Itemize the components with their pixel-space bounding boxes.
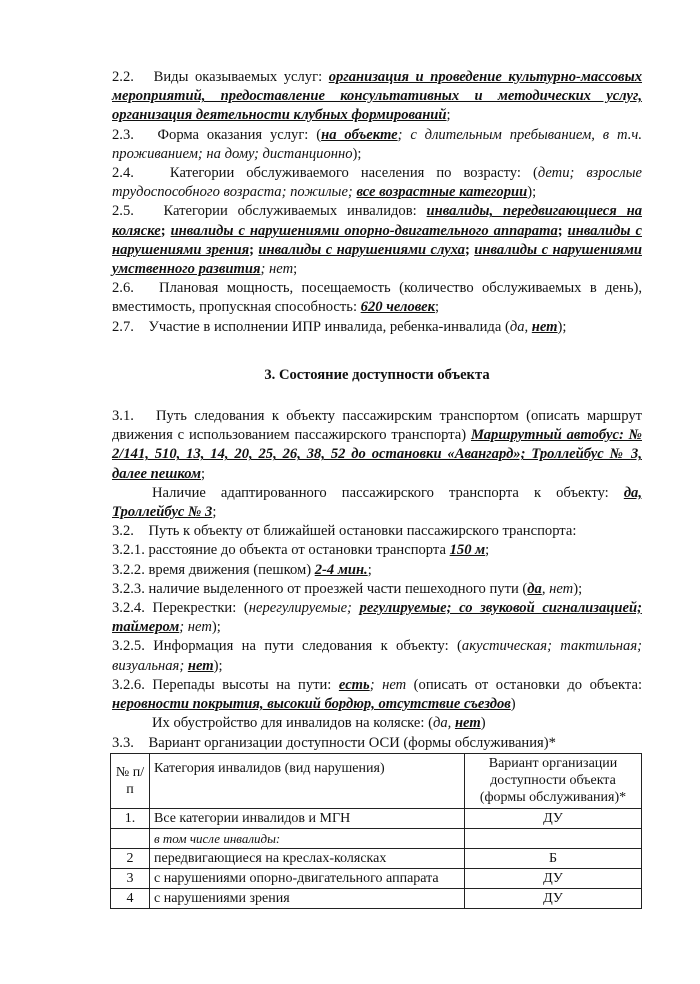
item-3-2 — [112, 522, 642, 541]
item-2-2 — [112, 68, 642, 126]
item-value: да, Троллейбус № 3 — [112, 484, 642, 521]
item-2-6 — [112, 279, 642, 317]
cell-number: 1. — [111, 808, 150, 828]
punct: ; — [160, 222, 166, 239]
item-2-4 — [112, 164, 642, 202]
cell-category: в том числе инвалиды: — [150, 828, 465, 848]
punct: ; — [367, 561, 372, 578]
item-3-2-1 — [112, 541, 642, 560]
punct: ; — [200, 465, 206, 482]
punct: ; — [434, 299, 440, 316]
cell-number — [111, 828, 150, 848]
item-label: (описать от остановки до объекта: — [406, 676, 643, 693]
cell-number: 4 — [111, 888, 150, 908]
item-text: Вариант организации доступности ОСИ (формы обслуживания)* — [148, 734, 556, 751]
item-3-2-6-wheelchair — [112, 714, 642, 733]
item-2-3 — [112, 126, 642, 164]
punct: , — [524, 318, 532, 335]
item-label: Перепады высоты на пути: — [152, 676, 339, 693]
item-3-2-3 — [112, 580, 642, 599]
item-label: Форма оказания услуг: ( — [157, 126, 322, 143]
other-options: нет — [265, 261, 294, 278]
punct: ; — [212, 504, 217, 521]
item-label: Плановая мощность, посещаемость (количество обслуживаемых в день), вместимость, пропускная способность: — [112, 280, 642, 316]
other-options: , нет — [541, 580, 574, 597]
selected-option: инвалиды с нарушениями слуха — [258, 241, 465, 258]
selected-option: регулируемые; со звуковой сигнализацией; таймером — [112, 600, 642, 636]
punct: ; — [464, 241, 470, 258]
selected-option: инвалиды, передвигающиеся на коляске — [112, 203, 642, 239]
item-3-2-2 — [112, 561, 642, 580]
item-value: 2-4 мин. — [314, 561, 368, 578]
item-3-1-transport — [112, 484, 642, 522]
punct: ); — [527, 184, 537, 201]
item-number: 3.1. — [112, 408, 134, 425]
table-row — [111, 808, 642, 828]
cell-number: 2 — [111, 848, 150, 868]
item-number: 3.3. — [112, 734, 134, 751]
item-number: 2.3. — [112, 126, 134, 143]
item-label: Перекрестки: ( — [152, 600, 249, 617]
item-3-1 — [112, 407, 642, 484]
other-options: акустическая; тактильная; визуальная; — [112, 638, 642, 674]
item-number: 3.2.4. — [112, 600, 145, 617]
selected-option: нет — [187, 657, 214, 674]
item-number: 3.2.5. — [112, 638, 145, 655]
option: да — [509, 318, 525, 335]
cell-number: 3 — [111, 868, 150, 888]
selected-option: инвалиды с нарушениями зрения — [112, 222, 642, 258]
option: да — [432, 715, 448, 732]
punct: ); — [211, 619, 221, 636]
header-cell-variant: Вариант организации доступности объекта (формы обслуживания)* — [465, 753, 642, 808]
item-3-2-4 — [112, 599, 642, 637]
item-number: 2.2. — [112, 69, 134, 85]
item-number: 2.7. — [112, 318, 134, 335]
item-label: время движения (пешком) — [148, 561, 315, 578]
cell-category: с нарушениями опорно-двигательного аппарата — [150, 868, 465, 888]
other-options: ; нет — [179, 619, 212, 636]
item-number: 2.5. — [112, 203, 134, 220]
item-2-7 — [112, 318, 642, 337]
item-label: Информация на пути следования к объекту: ( — [153, 638, 462, 655]
item-value: организация и проведение культурно-массовых мероприятий, предоставление консультативных и методических услуг, организация деятельности клубных формирований — [112, 69, 642, 124]
item-number: 3.2.2. — [112, 561, 145, 578]
selected-option: есть — [338, 676, 370, 693]
punct: ; — [260, 261, 266, 278]
item-text: Путь к объекту от ближайшей остановки пассажирского транспорта: — [148, 523, 577, 540]
item-label: Их обустройство для инвалидов на коляске: ( — [152, 715, 433, 732]
selected-option: да — [527, 580, 542, 597]
table-row — [111, 868, 642, 888]
cell-variant: ДУ — [465, 888, 642, 908]
table-row — [111, 888, 642, 908]
punct: ) — [510, 696, 516, 713]
table-header-row — [111, 753, 642, 808]
selected-option: все возрастные категории — [356, 184, 528, 201]
table-row — [111, 828, 642, 848]
selected-option: инвалиды с нарушениями опорно-двигательного аппарата — [170, 222, 558, 239]
selected-option: нет — [454, 715, 481, 732]
punct: ); — [557, 318, 567, 335]
item-number: 3.2. — [112, 523, 134, 540]
item-value: неровности покрытия, высокий бордюр, отсутствие съездов — [112, 696, 511, 713]
cell-variant: ДУ — [465, 808, 642, 828]
punct: ; — [293, 261, 298, 278]
header-cell-category: Категория инвалидов (вид нарушения) — [150, 753, 465, 808]
item-3-2-6 — [112, 676, 642, 714]
cell-variant: ДУ — [465, 868, 642, 888]
other-options: нерегулируемые; — [248, 600, 360, 617]
item-number: 3.2.3. — [112, 580, 145, 597]
item-label: Виды оказываемых услуг: — [153, 69, 329, 85]
selected-option: на объекте — [321, 126, 398, 143]
punct: ); — [573, 580, 583, 597]
other-options: ; с длительным пребыванием, в т.ч. проживанием; на дому; дистанционно — [112, 126, 642, 162]
punct: ); — [352, 145, 362, 162]
document-page — [112, 68, 642, 909]
punct: ; — [557, 222, 563, 239]
punct: , — [447, 715, 455, 732]
cell-category: Все категории инвалидов и МГН — [150, 808, 465, 828]
cell-category: с нарушениями зрения — [150, 888, 465, 908]
item-label: расстояние до объекта от остановки транспорта — [148, 542, 450, 559]
header-cell-number: № п/п — [111, 753, 150, 808]
other-options: ; нет — [369, 676, 407, 693]
table-row — [111, 848, 642, 868]
selected-option: инвалиды с нарушениями умственного развития — [112, 241, 642, 278]
accessibility-table — [110, 753, 642, 909]
punct: ); — [213, 657, 223, 674]
section-heading: 3. Состояние доступности объекта — [264, 366, 490, 383]
item-number: 3.2.1. — [112, 542, 145, 559]
cell-variant: Б — [465, 848, 642, 868]
selected-option: нет — [531, 318, 558, 335]
item-label: наличие выделенного от проезжей части пешеходного пути ( — [148, 580, 528, 597]
item-value: 150 м — [449, 542, 486, 559]
punct: ; — [485, 542, 490, 559]
item-number: 2.4. — [112, 165, 134, 182]
cell-variant — [465, 828, 642, 848]
item-label: Категории обслуживаемых инвалидов: — [163, 203, 427, 220]
item-value: 620 человек — [360, 299, 435, 316]
item-2-5 — [112, 202, 642, 279]
punct: ; — [249, 241, 254, 258]
item-3-3 — [112, 734, 642, 753]
item-label: Категории обслуживаемого населения по возрасту: ( — [169, 165, 538, 182]
item-label: Участие в исполнении ИПР инвалида, ребенка-инвалида ( — [148, 318, 510, 335]
punct: ) — [480, 715, 486, 732]
item-number: 3.2.6. — [112, 676, 145, 693]
item-label: Путь следования к объекту пассажирским транспортом (описать маршрут движения с использованием пассажирского транспорта) — [112, 408, 642, 444]
other-options: дети; взрослые трудоспособного возраста; пожилые; — [112, 165, 642, 201]
item-3-2-5 — [112, 637, 642, 675]
item-value: Маршрутный автобус: № 2/141, 510, 13, 14, 20, 25, 26, 38, 52 до остановки «Авангард»; Троллейбус № 3, далее пешком — [112, 427, 642, 482]
punct: ; — [446, 107, 451, 124]
item-label: Наличие адаптированного пассажирского транспорта к объекту: — [152, 484, 624, 501]
cell-category: передвигающиеся на креслах-колясках — [150, 848, 465, 868]
item-number: 2.6. — [112, 280, 134, 297]
